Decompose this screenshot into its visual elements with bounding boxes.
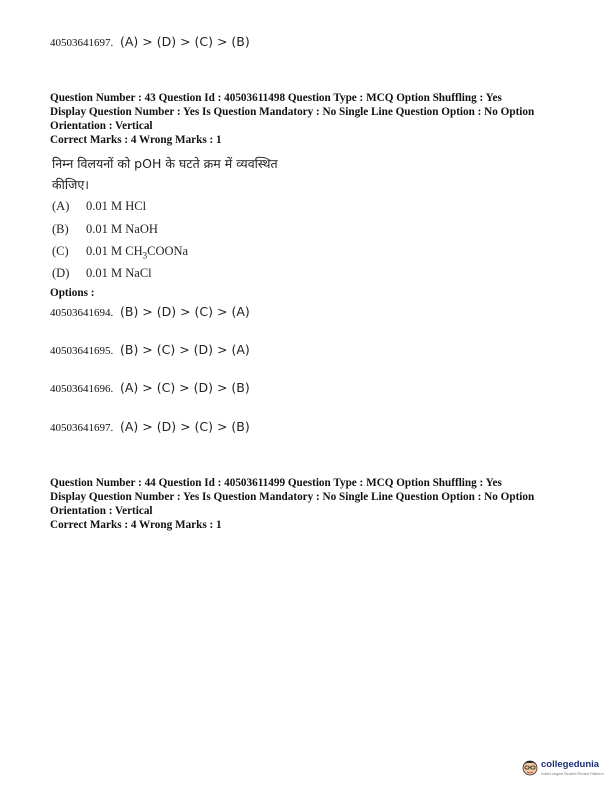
- option-id: 40503641697.: [50, 422, 114, 434]
- option-id: 40503641694.: [50, 307, 114, 319]
- q43-choice-d: [52, 266, 152, 281]
- q43-option-4[interactable]: [50, 419, 250, 434]
- q43-option-1[interactable]: [50, 304, 250, 319]
- q43-choice-b: [52, 222, 158, 237]
- collegedunia-logo: [521, 755, 612, 785]
- q43-question-line1: निम्न विलयनों को pOH के घटते क्रम में व्यवस्थित: [52, 156, 278, 171]
- q43-meta: [50, 91, 580, 147]
- logo-tagline: India's largest Student Review Platform: [541, 772, 604, 776]
- choice-text-rest: COONa: [147, 244, 189, 258]
- q43-option-3[interactable]: [50, 380, 250, 395]
- q43-meta-line1: Question Number : 43 Question Id : 40503611498 Question Type : MCQ Option Shuffling : Yes: [50, 92, 502, 104]
- choice-label: (C): [52, 244, 69, 258]
- option-id: 40503641696.: [50, 383, 114, 395]
- choice-label: (B): [52, 222, 69, 236]
- choice-text: 0.01 M HCl: [86, 199, 147, 213]
- q43-meta-line3: Orientation : Vertical: [50, 120, 153, 132]
- choice-subscript: 3: [142, 250, 148, 261]
- option-text: (B) > (C) > (D) > (A): [120, 342, 250, 357]
- option-id: 40503641695.: [50, 345, 114, 357]
- logo-brand-text: collegedunia: [541, 759, 600, 770]
- q44-meta-line2: Display Question Number : Yes Is Question Mandatory : No Single Line Question Option : No Option: [50, 491, 535, 503]
- choice-text: 0.01 M NaOH: [86, 222, 158, 236]
- mascot-icon: [521, 757, 539, 777]
- prev-option-row: [50, 34, 250, 49]
- choice-label: (D): [52, 266, 70, 280]
- choice-text: 0.01 M CH: [86, 244, 143, 258]
- q43-meta-line2: Display Question Number : Yes Is Question Mandatory : No Single Line Question Option : No Option: [50, 106, 535, 118]
- q43-choice-a: [52, 199, 146, 214]
- choice-label: (A): [52, 199, 70, 213]
- option-text: (A) > (C) > (D) > (B): [120, 380, 250, 395]
- q44-meta-line3: Orientation : Vertical: [50, 505, 153, 517]
- option-id: 40503641697.: [50, 37, 114, 49]
- q43-question-line2: कीजिए।: [52, 177, 90, 192]
- q43-options-label: Options :: [50, 287, 95, 299]
- q44-meta-line1: Question Number : 44 Question Id : 40503611499 Question Type : MCQ Option Shuffling : Yes: [50, 477, 502, 489]
- q44-marks: Correct Marks : 4 Wrong Marks : 1: [50, 519, 222, 531]
- q43-option-2[interactable]: [50, 342, 250, 357]
- q43-marks: Correct Marks : 4 Wrong Marks : 1: [50, 134, 222, 146]
- choice-text: 0.01 M NaCl: [86, 266, 152, 280]
- q44-meta: [50, 476, 580, 532]
- option-text: (A) > (D) > (C) > (B): [120, 419, 250, 434]
- option-text: (A) > (D) > (C) > (B): [120, 34, 250, 49]
- q43-choice-c: [52, 244, 188, 261]
- option-text: (B) > (D) > (C) > (A): [120, 304, 250, 319]
